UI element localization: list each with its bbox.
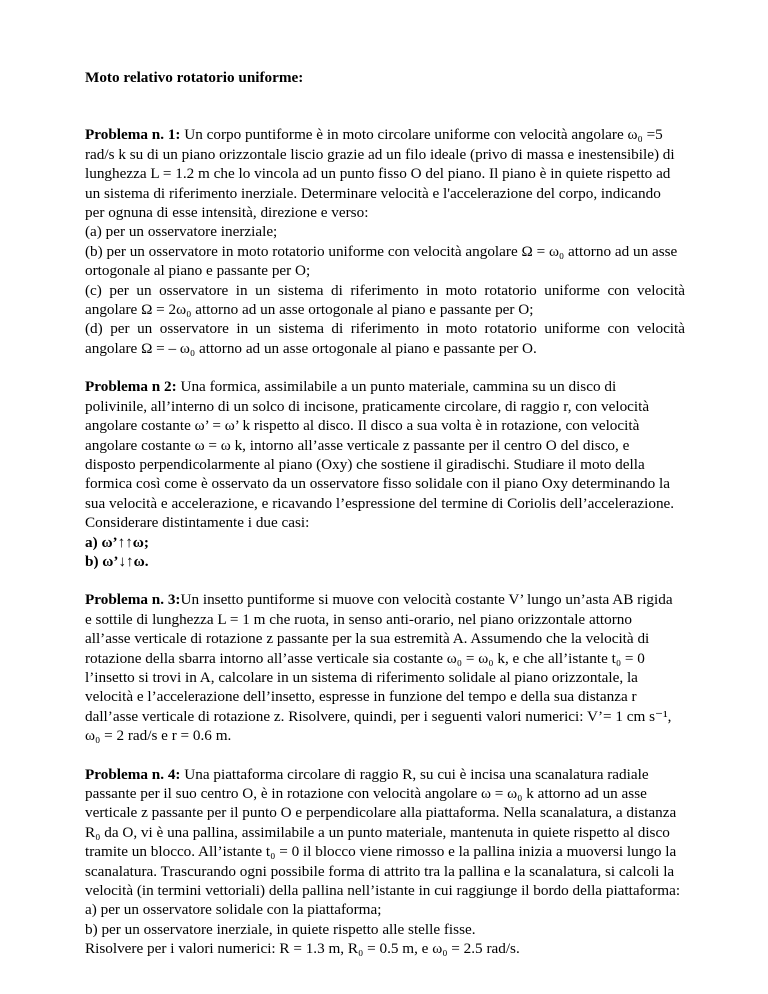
problem-text: Un insetto puntiforme si muove con velocità costante V’ lungo un’asta AB rigida (180, 591, 673, 609)
problem-line: formica così come è osservato da un osservatore fisso solidale con il piano Oxy determinando la (85, 475, 670, 493)
problem-line: velocità e l’accelerazione dell’insetto, espresse in funzione del tempo e della sua distanza r (85, 688, 637, 706)
problem-line (85, 125, 685, 144)
problem-line: e sottile di lunghezza L = 1 m che ruota, in senso anti-orario, nel piano orizzontale attorno (85, 610, 632, 628)
problem-line: (b) per un osservatore in moto rotatorio uniforme con velocità angolare Ω = ω₀ attorno ad un asse (85, 242, 678, 260)
problem-heading: Problema n 2: (85, 378, 177, 396)
problem-line: b) ω’↓↑ω. (85, 552, 149, 570)
problem-line: (c) per un osservatore in un sistema di riferimento in moto rotatorio uniforme con velocità (85, 281, 685, 299)
problem-line: a) per un osservatore solidale con la piattaforma; (85, 901, 382, 919)
problem-line: tramite un blocco. All’istante t₀ = 0 il blocco viene rimosso e la pallina inizia a muoversi lungo la (85, 843, 677, 861)
problem-line: lunghezza L = 1.2 m che lo vincola ad un punto fisso O del piano. Il piano è in quiete rispetto ad (85, 165, 671, 183)
problem-line: ortogonale al piano e passante per O; (85, 262, 311, 280)
problem-line: angolare costante ω’ = ω’ k rispetto al disco. Il disco a sua volta è in rotazione, con velocità (85, 417, 640, 435)
problem-line: angolare costante ω = ω k, intorno all’asse verticale z passante per il centro O del disco, e (85, 436, 630, 454)
problem-line: verticale z passante per il punto O e perpendicolare alla piattaforma. Nella scanalatura, a distanza (85, 804, 677, 822)
problem-line: polivinile, all’interno di un solco di incisone, praticamente circolare, di raggio r, con velocità (85, 397, 650, 415)
problem-line (85, 377, 685, 396)
problem-line: l’insetto si trovi in A, calcolare in un sistema di riferimento solidale al piano orizzontale, la (85, 668, 638, 686)
problem-line (85, 765, 685, 784)
problem-1 (85, 125, 685, 358)
problem-3 (85, 590, 685, 745)
problem-line: b) per un osservatore inerziale, in quiete rispetto alle stelle fisse. (85, 920, 476, 938)
problem-line: per ognuna di esse intensità, direzione e verso: (85, 204, 369, 222)
problem-heading: Problema n. 3: (85, 591, 181, 609)
problem-4 (85, 765, 685, 959)
problem-line: R₀ da O, vi è una pallina, assimilabile a un punto materiale, mantenuta in quiete rispetto al disco (85, 823, 670, 841)
problem-text: Una formica, assimilabile a un punto materiale, cammina su un disco di (180, 378, 617, 396)
problem-line: dall’asse verticale di rotazione z. Risolvere, quindi, per i seguenti valori numerici: V’= 1 cm s⁻¹, (85, 707, 672, 725)
problem-line: passante per il suo centro O, è in rotazione con velocità angolare ω = ω₀ k attorno ad un asse (85, 785, 647, 802)
problem-line: ω₀ = 2 rad/s e r = 0.6 m. (85, 727, 232, 745)
problem-line: rotazione della sbarra intorno all’asse verticale sia costante ω₀ = ω₀ k, e che all’istante t₀ = 0 (85, 649, 645, 667)
problem-line: rad/s k su di un piano orizzontale liscio grazie ad un filo ideale (privo di massa e inestensibile) di (85, 145, 675, 163)
problem-line: angolare Ω = 2ω₀ attorno ad un asse ortogonale al piano e passante per O; (85, 301, 534, 319)
problem-text: Un corpo puntiforme è in moto circolare uniforme con velocità angolare ω₀ =5 (184, 126, 663, 144)
problem-line: (a) per un osservatore inerziale; (85, 223, 278, 241)
problem-line: sua velocità e accelerazione, e ricavando l’espressione del termine di Coriolis dell’accelerazione. (85, 494, 675, 512)
problem-line: scanalatura. Trascurando ogni possibile forma di attrito tra la pallina e la scanalatura, si calcoli la (85, 862, 675, 880)
problem-line: a) ω’↑↑ω; (85, 533, 149, 551)
problem-line: un sistema di riferimento inerziale. Determinare velocità e l'accelerazione del corpo, indicando (85, 184, 661, 202)
problem-heading: Problema n. 4: (85, 765, 181, 783)
problem-text: Una piattaforma circolare di raggio R, su cui è incisa una scanalatura radiale (184, 765, 649, 783)
problem-line (85, 590, 685, 609)
problem-line: Risolvere per i valori numerici: R = 1.3 m, R₀ = 0.5 m, e ω₀ = 2.5 rad/s. (85, 940, 520, 958)
problem-heading: Problema n. 1: (85, 126, 181, 144)
problem-line: Considerare distintamente i due casi: (85, 514, 310, 532)
problem-line: all’asse verticale di rotazione z passante per la sua estremità A. Assumendo che la velocità di (85, 630, 650, 648)
problem-line: (d) per un osservatore in un sistema di riferimento in moto rotatorio uniforme con velocità (85, 320, 685, 338)
problem-line: disposto perpendicolarmente al piano (Oxy) che sostiene il giradischi. Studiare il moto della (85, 455, 645, 473)
problem-2 (85, 377, 685, 571)
problem-line: velocità (in termini vettoriali) della pallina nell’istante in cui raggiunge il bordo della piattaforma: (85, 882, 681, 900)
document-title: Moto relativo rotatorio uniforme: (85, 69, 304, 86)
document-page (85, 68, 685, 978)
problem-line: angolare Ω = – ω₀ attorno ad un asse ortogonale al piano e passante per O. (85, 339, 537, 357)
